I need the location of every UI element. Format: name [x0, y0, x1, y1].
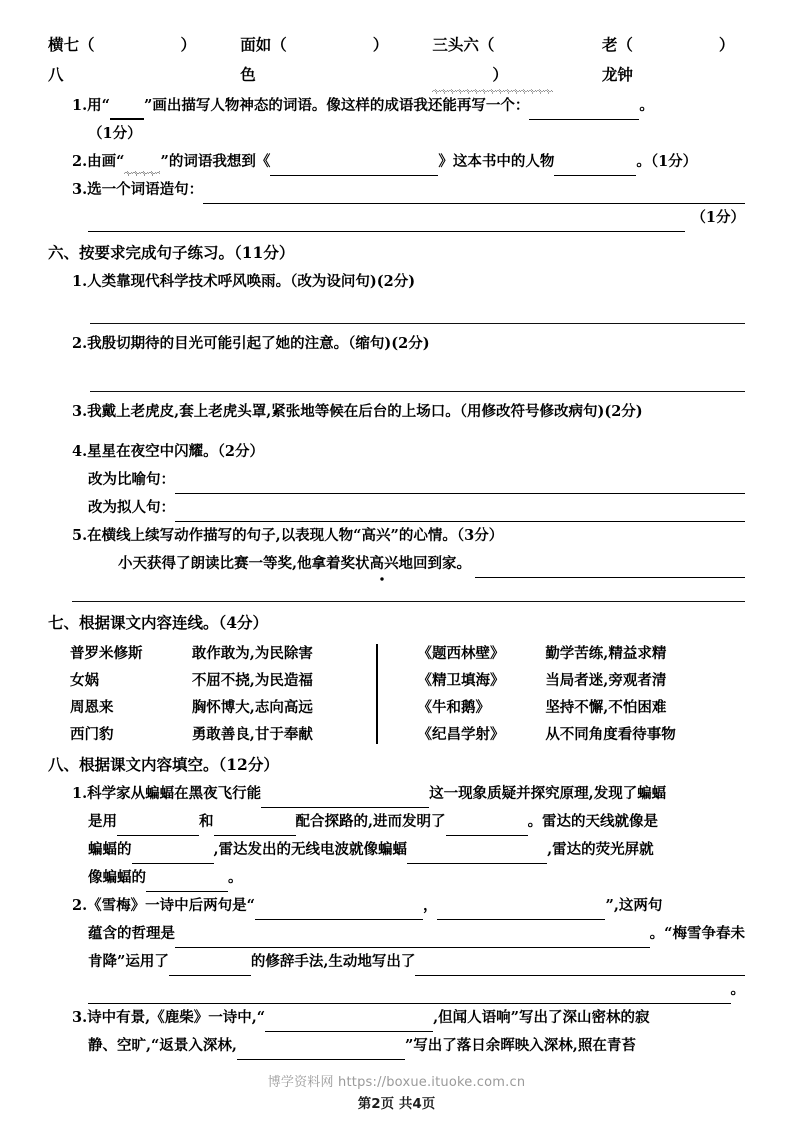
- matching-right-desc[interactable]: 勤学苦练,精益求精: [545, 645, 667, 662]
- idiom-header-line: [48, 30, 745, 90]
- question-number: 4.: [72, 443, 88, 460]
- question-text: 《雪梅》一诗中后两句是“: [87, 897, 255, 914]
- answer-blank[interactable]: [255, 902, 423, 920]
- section-eight-heading: 八、根据课文内容填空。（12分）: [48, 755, 279, 774]
- section-six-question-3: [48, 398, 745, 426]
- idiom-question-3-line2: [48, 204, 745, 232]
- idiom-question-3: [48, 176, 745, 204]
- question-text: ”,这两句: [605, 897, 663, 914]
- question-text: 科学家从蝙蝠在黑夜飞行能: [87, 785, 262, 802]
- question-number: 1.: [72, 785, 88, 802]
- section-six-question-5: [48, 522, 745, 550]
- question-text: 静、空旷,“返景入深林,: [88, 1037, 237, 1054]
- matching-right-desc[interactable]: 坚持不懈,不怕困难: [545, 699, 667, 716]
- answer-blank[interactable]: [132, 846, 214, 864]
- answer-blank[interactable]: [407, 846, 547, 864]
- answer-blank[interactable]: [175, 930, 650, 948]
- wavy-underline-mark: [124, 164, 160, 176]
- answer-blank[interactable]: [146, 874, 228, 892]
- question-text: 我戴上老虎皮,套上老虎头罩,紧张地等候在后台的上场口。（用修改符号修改病句)(2分): [87, 403, 643, 420]
- question-number: 1.: [72, 273, 88, 290]
- matching-left-desc[interactable]: 不屈不挠,为民造福: [191, 672, 313, 689]
- matching-column-divider: [376, 644, 378, 744]
- section-eight-q3-line1: [48, 1004, 745, 1032]
- matching-row: [70, 640, 745, 667]
- question-text: 用“: [87, 97, 110, 114]
- question-text: 。雷达的天线就像是: [527, 813, 659, 830]
- answer-rule[interactable]: [48, 370, 745, 398]
- answer-blank[interactable]: [117, 818, 199, 836]
- section-eight-q1-line4: [48, 864, 745, 892]
- matching-right-desc[interactable]: 从不同角度看待事物: [545, 726, 676, 743]
- question-text: ,雷达发出的无线电波就像蝙蝠: [213, 841, 408, 858]
- question-text: 。: [639, 97, 654, 114]
- idiom-question-1-score: [48, 120, 745, 148]
- question-text: 。: [228, 869, 243, 886]
- matching-left-desc[interactable]: 勇敢善良,甘于奉献: [191, 726, 313, 743]
- section-six-q4-personify: [48, 494, 745, 522]
- question-text: 选一个词语造句：: [87, 181, 204, 198]
- matching-left-desc[interactable]: 胸怀博大,志向高远: [191, 699, 313, 716]
- matching-row: [70, 694, 745, 721]
- answer-blank[interactable]: [88, 214, 685, 232]
- question-text: ,但闻人语响”写出了深山密林的寂: [433, 1009, 650, 1026]
- answer-blank[interactable]: [437, 902, 605, 920]
- question-text: ，: [422, 897, 438, 914]
- question-text: 。“梅雪争春未: [649, 925, 745, 942]
- idiom-item-4: 老（ ）龙钟: [601, 35, 735, 84]
- site-watermark: 博学资料网 https://boxue.ituoke.com.cn: [267, 1075, 526, 1090]
- section-eight-q1-line3: [48, 836, 745, 864]
- section-six-heading: 六、按要求完成句子练习。（11分）: [48, 243, 295, 262]
- answer-blank[interactable]: [88, 986, 731, 1004]
- question-number: 2.: [72, 153, 88, 170]
- answer-blank[interactable]: [175, 476, 745, 494]
- question-number: 3.: [72, 1009, 88, 1026]
- answer-blank[interactable]: [214, 818, 296, 836]
- section-eight-q1-line2: [48, 808, 745, 836]
- sentence-text: 地回到家。: [398, 555, 472, 572]
- section-eight-q2-line3: [48, 948, 745, 976]
- matching-left-desc[interactable]: 敢作敢为,为民除害: [191, 645, 313, 662]
- answer-blank[interactable]: [169, 958, 251, 976]
- question-text: 蝙蝠的: [88, 841, 132, 858]
- answer-blank[interactable]: [175, 504, 745, 522]
- question-number: 1.: [72, 97, 88, 114]
- answer-blank[interactable]: [237, 1042, 405, 1060]
- question-text: 诗中有景,《鹿柴》一诗中,“: [87, 1009, 266, 1026]
- section-eight-q2-line1: [48, 892, 745, 920]
- question-text: ,雷达的荧光屏就: [547, 841, 654, 858]
- answer-blank[interactable]: [203, 186, 745, 204]
- question-text: 在横线上续写动作描写的句子,以表现人物“高兴”的心情。（3分）: [87, 527, 504, 544]
- section-six-q4-simile: [48, 466, 745, 494]
- matching-right-title[interactable]: 《牛和鹅》: [417, 699, 490, 716]
- question-text: 和: [199, 813, 214, 830]
- idiom-item-3: 三头六（）: [432, 30, 552, 90]
- question-text: 肯降”运用了: [88, 953, 169, 970]
- section-six-q5-sentence: [48, 550, 745, 578]
- sentence-text: 小天获得了朗读比赛一等奖,他拿着奖状: [118, 555, 370, 572]
- idiom-item-1: 横七（ ）八: [48, 35, 189, 84]
- question-number: 3.: [72, 403, 88, 420]
- page-number-footer: 第2页 共4页: [357, 1096, 436, 1112]
- answer-blank[interactable]: [261, 790, 429, 808]
- question-text: 是用: [88, 813, 117, 830]
- matching-row: [70, 667, 745, 694]
- answer-blank[interactable]: [475, 560, 745, 578]
- question-text: 配合探路的,进而发明了: [295, 813, 446, 830]
- idiom-item-2: 面如（ ）色: [240, 35, 381, 84]
- section-eight-q1-line1: [48, 780, 745, 808]
- score-label: （1分）: [88, 125, 142, 142]
- score-label: （1分）: [691, 209, 745, 226]
- matching-left-name[interactable]: 周恩来: [70, 699, 114, 716]
- matching-row: [70, 721, 745, 748]
- sub-question-label: 改为拟人句：: [88, 499, 175, 516]
- matching-left-name[interactable]: 普罗米修斯: [70, 645, 143, 662]
- answer-rule[interactable]: [48, 584, 745, 608]
- question-text: ”写出了落日余晖映入深林,照在青苔: [404, 1037, 636, 1054]
- question-number: 2.: [72, 897, 88, 914]
- idiom-question-2: [48, 148, 745, 176]
- section-six-question-2: [48, 330, 745, 358]
- matching-right-title[interactable]: 《纪昌学射》: [417, 726, 505, 743]
- question-text: 。（1分）: [636, 153, 698, 170]
- sub-question-label: 改为比喻句：: [88, 471, 175, 488]
- matching-left-name[interactable]: 女娲: [70, 672, 99, 689]
- question-text: 蕴含的哲理是: [88, 925, 175, 942]
- section-seven-heading: 七、根据课文内容连线。（4分）: [48, 613, 269, 632]
- answer-rule[interactable]: [48, 302, 745, 330]
- matching-exercise: [48, 640, 745, 748]
- answer-blank[interactable]: [415, 958, 745, 976]
- answer-blank[interactable]: [446, 818, 528, 836]
- answer-blank[interactable]: [529, 102, 639, 120]
- answer-blank[interactable]: [265, 1014, 433, 1032]
- question-text: 星星在夜空中闪耀。（2分）: [87, 443, 264, 460]
- section-eight-q3-line2: [48, 1032, 745, 1060]
- matching-right-title[interactable]: 《精卫填海》: [417, 672, 505, 689]
- idiom-question-1: [48, 92, 745, 120]
- question-number: 2.: [72, 335, 88, 352]
- question-text: 由画“: [87, 153, 125, 170]
- question-text: 我殷切期待的目光可能引起了她的注意。（缩句)(2分): [87, 335, 430, 352]
- matching-right-desc[interactable]: 当局者迷,旁观者清: [545, 672, 667, 689]
- straight-underline-mark: [110, 105, 144, 120]
- wavy-underline-mark: [432, 89, 552, 94]
- question-text: 人类靠现代科学技术呼风唤雨。（改为设问句)(2分): [87, 273, 416, 290]
- question-text: 像蝙蝠的: [88, 869, 146, 886]
- matching-right-title[interactable]: 《题西林壁》: [417, 645, 505, 662]
- answer-blank[interactable]: [270, 158, 438, 176]
- question-text: 。: [730, 981, 745, 998]
- section-eight-q2-line2: [48, 920, 745, 948]
- emphasis-dots-text: 高兴: [370, 550, 399, 578]
- section-six-question-4: [48, 438, 745, 466]
- question-text: 的修辞手法,生动地写出了: [250, 953, 416, 970]
- section-eight-q2-line4: [48, 976, 745, 1004]
- matching-left-name[interactable]: 西门豹: [70, 726, 114, 743]
- question-number: 3.: [72, 181, 88, 198]
- section-six-question-1: [48, 268, 745, 296]
- question-number: 5.: [72, 527, 88, 544]
- question-text: ”的词语我想到《: [160, 153, 271, 170]
- answer-blank[interactable]: [554, 158, 636, 176]
- question-text: ”画出描写人物神态的词语。像这样的成语我还能再写一个：: [143, 97, 530, 114]
- question-text: 》这本书中的人物: [438, 153, 555, 170]
- question-text: 这一现象质疑并探究原理,发现了蝙蝠: [429, 785, 667, 802]
